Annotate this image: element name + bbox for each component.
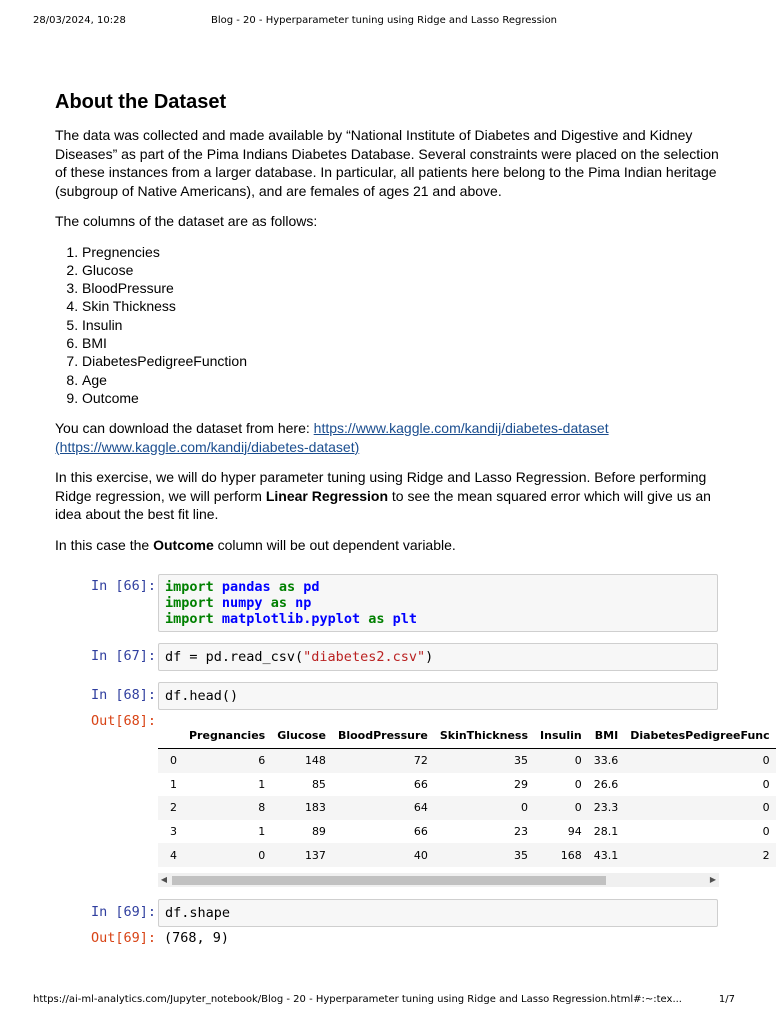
column-header: BMI: [588, 722, 625, 749]
keyword: as: [368, 611, 385, 627]
list-item: 4. Skin Thickness: [82, 297, 720, 315]
row-index: 2: [158, 796, 183, 820]
print-title: Blog - 20 - Hyperparameter tuning using Ridge and Lasso Regression: [210, 15, 558, 26]
keyword: import: [165, 611, 214, 627]
columns-list: [55, 243, 720, 408]
table-row: [158, 820, 776, 844]
table-cell: 64: [332, 796, 434, 820]
horizontal-scrollbar[interactable]: [158, 873, 719, 887]
table-cell: 0: [534, 796, 588, 820]
list-item: 2. Glucose: [82, 261, 720, 279]
input-prompt: In [69]:: [90, 904, 156, 920]
input-prompt: In [66]:: [90, 578, 156, 594]
code-input[interactable]: [158, 643, 718, 671]
scrollbar-thumb[interactable]: [172, 876, 606, 885]
table-cell: 66: [413, 777, 428, 791]
download-text: You can download the dataset from here:: [55, 420, 314, 437]
output-text: (768, 9): [164, 930, 230, 946]
keyword: import: [165, 595, 214, 611]
table-cell: 0: [534, 749, 588, 773]
outcome-text-a: In this case the: [55, 536, 154, 553]
table-cell: 29: [514, 777, 529, 791]
table-cell: 43.1: [588, 843, 625, 867]
table-cell: 85: [311, 777, 326, 791]
dataframe-output: [158, 722, 770, 888]
table-cell: 0: [183, 843, 271, 867]
dataset-link[interactable]: https://www.kaggle.com/kandij/diabetes-dataset: [313, 420, 609, 437]
module-name: numpy: [221, 595, 263, 611]
table-cell: 137: [271, 843, 332, 867]
row-index: 3: [170, 825, 177, 839]
table-cell: 0: [574, 777, 582, 791]
exercise-paragraph: [55, 468, 720, 524]
keyword: import: [165, 579, 214, 595]
table-cell: 23: [514, 825, 529, 839]
table-cell: 0: [762, 825, 770, 839]
list-item: 9. Outcome: [82, 389, 720, 407]
row-index: 1: [170, 777, 177, 791]
keyword: as: [270, 595, 287, 611]
column-header: BloodPressure: [332, 722, 434, 749]
code-input[interactable]: df.shape: [158, 899, 718, 927]
list-item: 5. Insulin: [82, 316, 720, 334]
code-string: "diabetes2.csv": [303, 649, 426, 665]
input-prompt: In [67]:: [90, 648, 156, 664]
column-header: Insulin: [534, 722, 588, 749]
code-input[interactable]: [158, 574, 718, 632]
table-row: [158, 773, 776, 797]
table-header-row: [158, 722, 776, 749]
table-cell: 26.6: [593, 777, 619, 791]
column-header: [158, 722, 183, 749]
keyword: as: [278, 579, 296, 595]
list-item: 3. BloodPressure: [82, 279, 720, 297]
table-cell: 33.6: [588, 749, 625, 773]
dataframe-table: [158, 722, 776, 867]
table-cell: 0: [624, 796, 775, 820]
table-cell: 168: [534, 843, 588, 867]
module-alias: pd: [303, 579, 320, 595]
module-name: matplotlib.pyplot: [221, 611, 361, 627]
table-cell: 94: [567, 825, 582, 839]
table-cell: 40: [332, 843, 434, 867]
outcome-text-b: column will be out dependent variable.: [213, 536, 456, 553]
table-cell: 148: [271, 749, 332, 773]
list-item: 1. Pregnencies: [82, 243, 720, 261]
input-prompt: In [68]:: [90, 687, 156, 703]
module-alias: np: [295, 595, 312, 611]
table-cell: 35: [434, 843, 534, 867]
table-row: [158, 843, 776, 867]
table-cell: 0: [434, 796, 534, 820]
table-cell: 1: [258, 825, 266, 839]
module-name: pandas: [221, 579, 271, 595]
print-timestamp: 28/03/2024, 10:28: [33, 15, 126, 26]
output-prompt: Out[69]:: [90, 930, 156, 946]
markdown-cell: [55, 88, 720, 566]
code-text: df = pd.read_csv(: [165, 649, 304, 665]
table-cell: 2: [624, 843, 775, 867]
module-alias: plt: [392, 611, 418, 627]
table-cell: 28.1: [593, 825, 619, 839]
table-cell: 89: [311, 825, 326, 839]
table-cell: 6: [183, 749, 271, 773]
row-index: 4: [158, 843, 183, 867]
table-cell: 23.3: [588, 796, 625, 820]
code-text: ): [425, 649, 434, 665]
table-row: [158, 796, 776, 820]
column-header: Glucose: [271, 722, 332, 749]
table-cell: 0: [762, 777, 770, 791]
list-item: 6. BMI: [82, 334, 720, 352]
table-cell: 66: [413, 825, 428, 839]
column-header: SkinThickness: [434, 722, 534, 749]
code-input[interactable]: df.head(): [158, 682, 718, 710]
download-paragraph: [55, 419, 720, 456]
list-item: 8. Age: [82, 371, 720, 389]
columns-intro: The columns of the dataset are as follows:: [55, 213, 318, 229]
table-cell: 8: [183, 796, 271, 820]
table-cell: 35: [434, 749, 534, 773]
dataset-link-paren[interactable]: (https://www.kaggle.com/kandij/diabetes-dataset): [55, 438, 360, 455]
outcome-paragraph: [55, 536, 720, 555]
column-header: DiabetesPedigreeFunc: [624, 722, 775, 749]
table-cell: 0: [624, 749, 775, 773]
output-prompt: Out[68]:: [90, 713, 156, 729]
column-header: Pregnancies: [183, 722, 271, 749]
section-heading: About the Dataset: [55, 91, 227, 113]
exercise-text-a: In this exercise, we will do hyper parameter tuning using Ridge and Lasso Regression. Before performing Ridge regression, we will perform: [55, 469, 707, 504]
exercise-bold: Linear Regression: [265, 487, 389, 504]
table-row: [158, 749, 776, 773]
print-url: https://ai-ml-analytics.com/Jupyter_notebook/Blog - 20 - Hyperparameter tuning using Ridge and Lasso Regression.html#:~:tex...: [33, 994, 682, 1005]
list-item: 7. DiabetesPedigreeFunction: [82, 352, 720, 370]
exercise-text-b: to see the mean squared error which will give us an idea about the best fit line.: [55, 487, 711, 523]
outcome-bold: Outcome: [153, 536, 214, 553]
scroll-right-icon[interactable]: ▶: [709, 875, 717, 884]
table-cell: 183: [271, 796, 332, 820]
page-number: 1/7: [718, 994, 735, 1005]
scroll-left-icon[interactable]: ◀: [160, 875, 168, 884]
table-cell: 1: [258, 777, 266, 791]
row-index: 0: [158, 749, 183, 773]
table-cell: 72: [332, 749, 434, 773]
intro-paragraph: The data was collected and made available by “National Institute of Diabetes and Digestive and Kidney Diseases” as part of the Pima Indians Diabetes Database. Several constraints were placed on the selection of these instances from a larger database. In particular, all patients here belong to the Pima Indian heritage (subgroup of Native Americans), and are females of ages 21 and above.: [55, 127, 719, 199]
